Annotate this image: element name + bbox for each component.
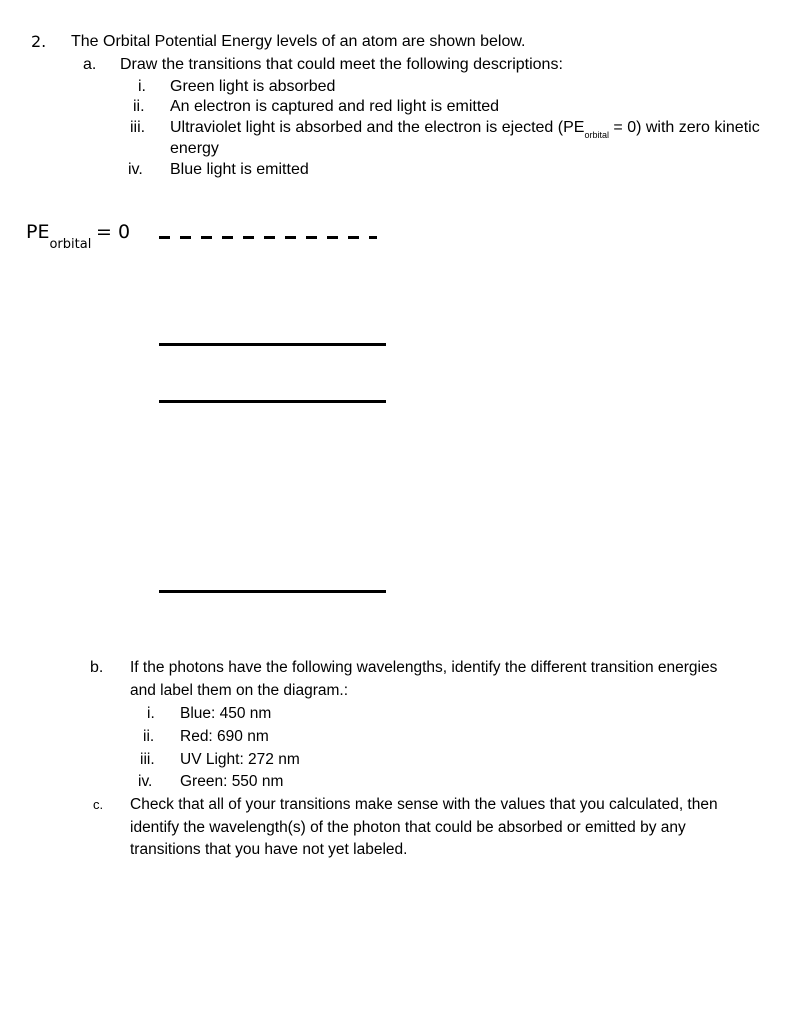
part-a-item-1-num: i.	[138, 78, 146, 95]
part-c-label: c.	[93, 797, 104, 812]
energy-level-line-1	[159, 343, 386, 346]
dash-segment	[306, 236, 317, 239]
part-a-item-2-text: An electron is captured and red light is emitted	[170, 98, 500, 115]
dash-segment	[285, 236, 296, 239]
part-b-text-line-2: and label them on the diagram.:	[130, 682, 348, 699]
part-a-item-3-subscript: orbital	[584, 130, 609, 141]
question-intro: The Orbital Potential Energy levels of an atom are shown below.	[71, 33, 526, 50]
dash-segment	[264, 236, 275, 239]
part-a-item-3-num: iii.	[130, 119, 146, 136]
part-c-line-2: identify the wavelength(s) of the photon that could be absorbed or emitted by any	[130, 819, 686, 836]
question-number: 2.	[31, 32, 47, 51]
pe-subscript: orbital	[49, 237, 92, 252]
pe-label: PE	[26, 221, 50, 243]
part-a-item-3-text	[170, 119, 760, 141]
dash-segment	[222, 236, 233, 239]
energy-level-line-2	[159, 400, 386, 403]
dash-segment	[243, 236, 254, 239]
part-b-item-3-text: UV Light: 272 nm	[180, 751, 300, 768]
dash-segment	[201, 236, 212, 239]
part-a-item-1-text: Green light is absorbed	[170, 78, 336, 95]
part-a-item-3-continuation: energy	[170, 140, 219, 157]
part-b-text-line-1: If the photons have the following wavelengths, identify the different transition energies	[130, 659, 718, 676]
part-a-instruction: Draw the transitions that could meet the following descriptions:	[120, 56, 563, 73]
part-c-line-3: transitions that you have not yet labeled.	[130, 841, 408, 858]
part-b-item-2-num: ii.	[143, 728, 155, 745]
part-c-line-1: Check that all of your transitions make sense with the values that you calculated, then	[130, 796, 718, 813]
dash-segment	[327, 236, 338, 239]
part-a-item-3-text-before: Ultraviolet light is absorbed and the electron is ejected (PE	[170, 119, 585, 136]
part-b-item-4-num: iv.	[138, 773, 153, 790]
part-a-item-2-num: ii.	[133, 98, 145, 115]
part-b-label: b.	[90, 659, 104, 676]
pe-orbital-label	[26, 221, 92, 252]
part-a-label: a.	[83, 56, 97, 73]
part-a-item-4-num: iv.	[128, 161, 143, 178]
dash-segment	[180, 236, 191, 239]
part-b-item-1-text: Blue: 450 nm	[180, 705, 272, 722]
part-b-item-2-text: Red: 690 nm	[180, 728, 269, 745]
part-b-item-1-num: i.	[147, 705, 155, 722]
part-b-item-3-num: iii.	[140, 751, 155, 768]
part-a-item-4-text: Blue light is emitted	[170, 161, 309, 178]
dash-segment	[159, 236, 170, 239]
pe-value: = 0	[96, 221, 131, 243]
dash-segment	[369, 236, 377, 239]
part-b-item-4-text: Green: 550 nm	[180, 773, 284, 790]
energy-level-line-3	[159, 590, 386, 593]
dash-segment	[348, 236, 359, 239]
part-a-item-3-text-after: = 0) with zero kinetic	[608, 119, 760, 136]
